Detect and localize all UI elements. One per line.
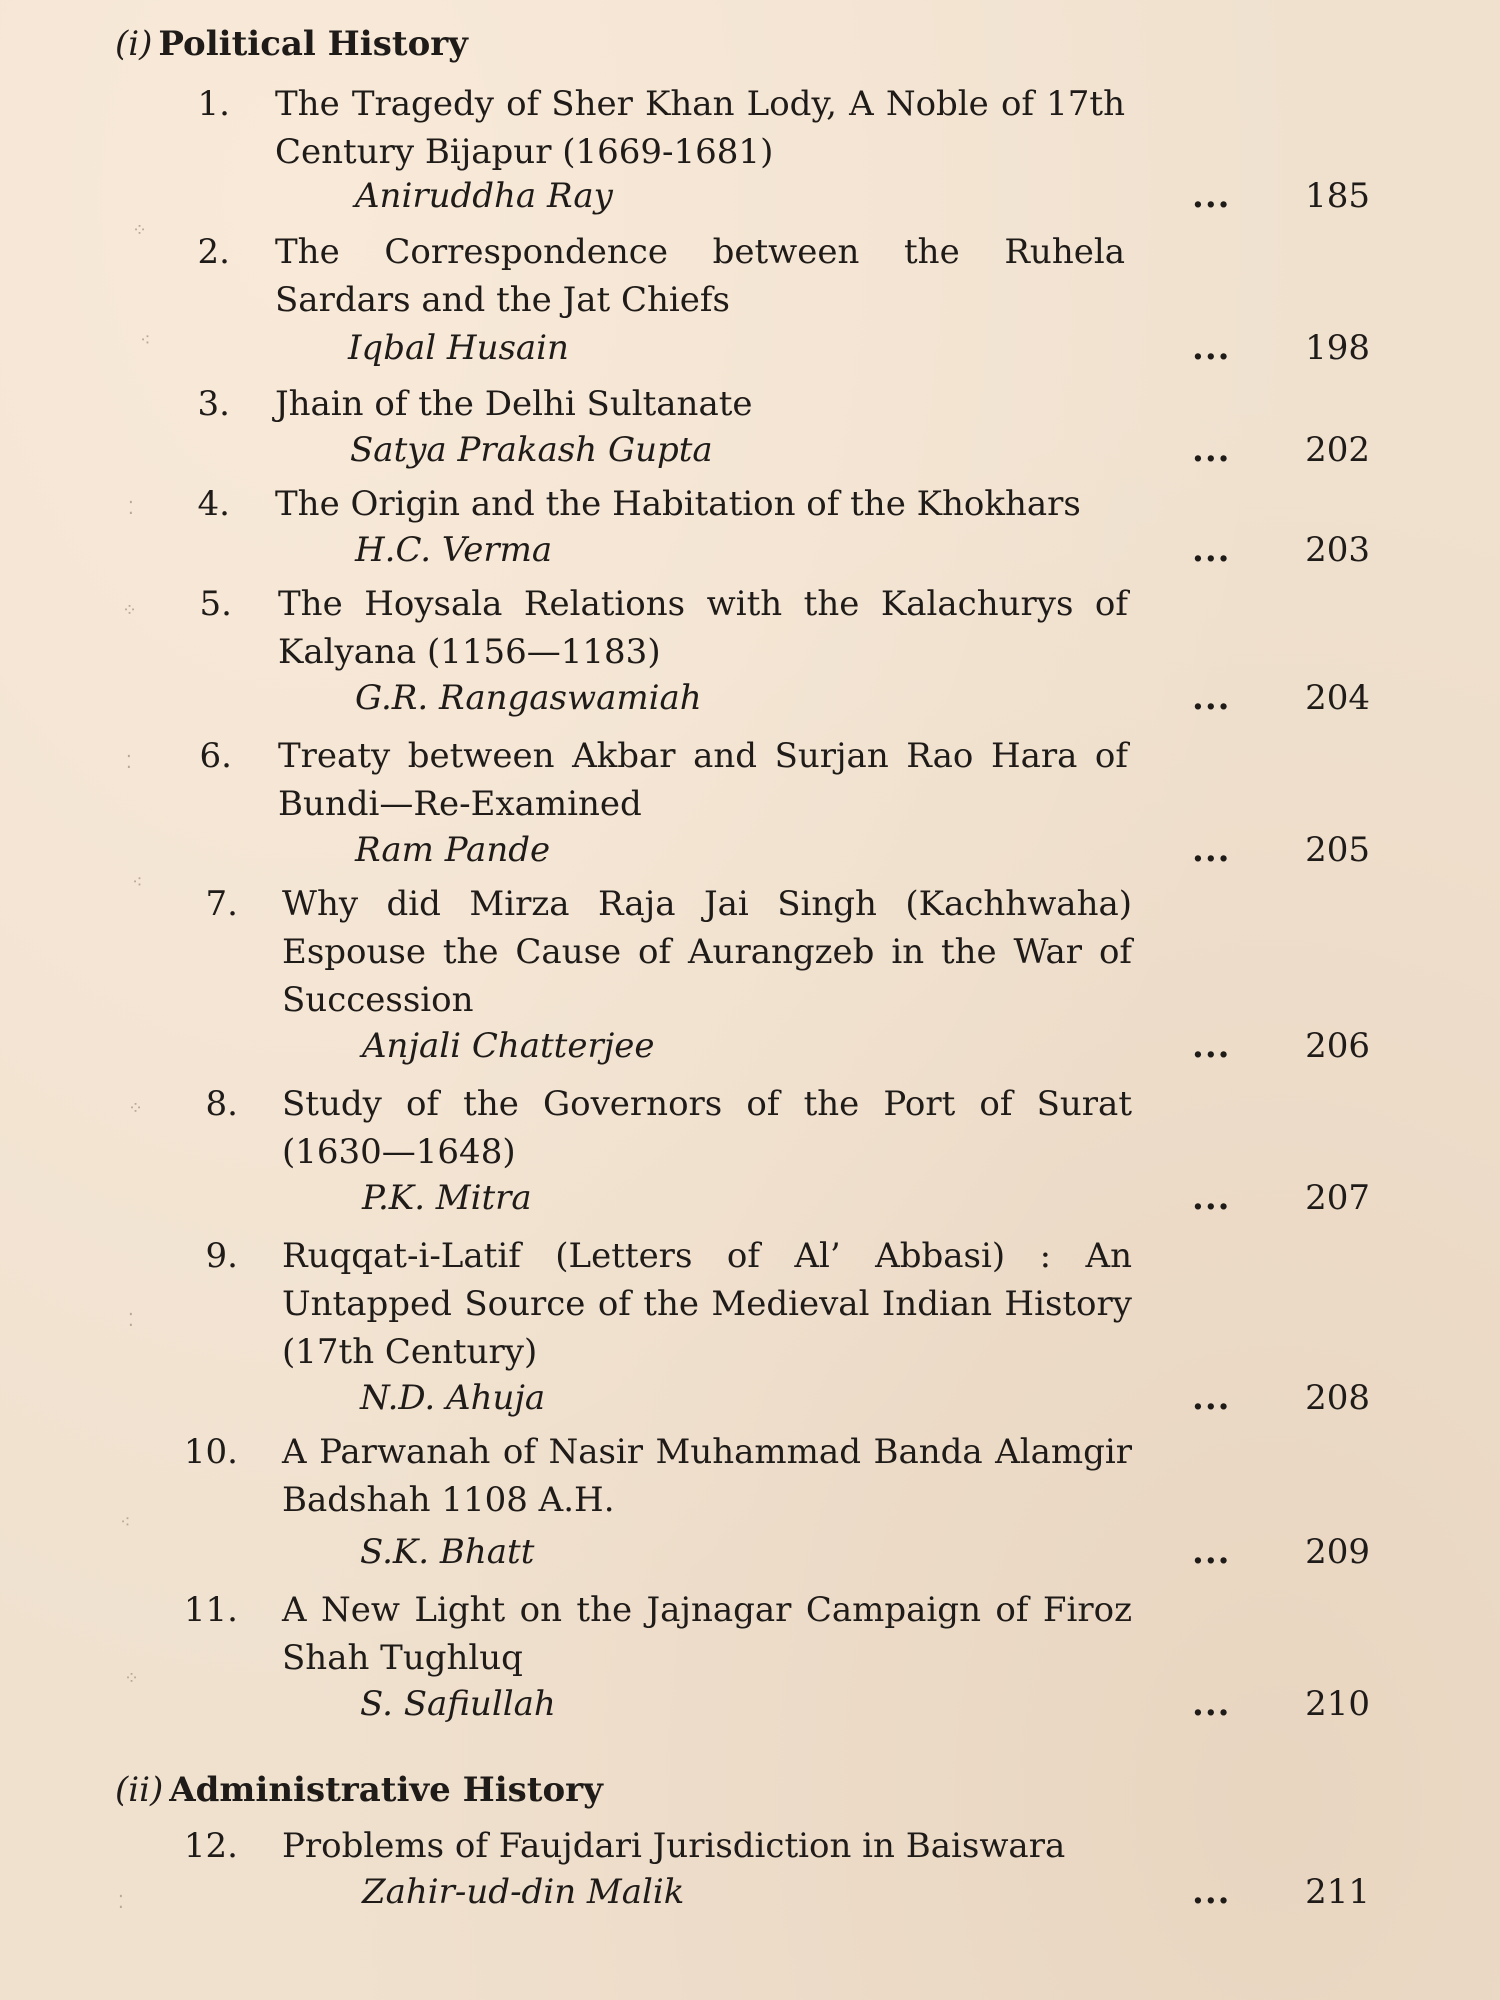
page-number: 185 bbox=[1305, 176, 1370, 216]
leader-dots: ... bbox=[1192, 328, 1231, 368]
author-row bbox=[0, 1680, 1500, 1728]
leader-dots: ... bbox=[1192, 678, 1231, 718]
page-number: 206 bbox=[1305, 1026, 1370, 1066]
entry-title: The Tragedy of Sher Khan Lody, A Noble of 17th Century Bijapur (1669-1681) bbox=[275, 84, 1125, 172]
author-row bbox=[0, 1868, 1500, 1916]
leader-dots: ... bbox=[1192, 1026, 1231, 1066]
page-number: 204 bbox=[1305, 678, 1370, 718]
paper-speck: ⁚ bbox=[126, 752, 132, 773]
page-number: 203 bbox=[1305, 530, 1370, 570]
author-row bbox=[0, 1022, 1500, 1070]
entry-number: 1. bbox=[197, 84, 230, 124]
entry-author: H.C. Verma bbox=[355, 530, 553, 570]
entry-number: 8. bbox=[205, 1084, 238, 1124]
page-number: 207 bbox=[1305, 1178, 1370, 1218]
leader-dots: ... bbox=[1192, 530, 1231, 570]
leader-dots: ... bbox=[1192, 830, 1231, 870]
author-row bbox=[0, 1528, 1500, 1576]
paper-speck: ⁖ bbox=[132, 872, 143, 893]
page-number: 208 bbox=[1305, 1378, 1370, 1418]
entry-author: Zahir-ud-din Malik bbox=[362, 1872, 685, 1912]
entry-author: N.D. Ahuja bbox=[360, 1378, 546, 1418]
paper-speck: ⁘ bbox=[132, 220, 148, 241]
entry-number: 7. bbox=[205, 884, 238, 924]
page-number: 198 bbox=[1305, 328, 1370, 368]
paper-speck: ⁚ bbox=[128, 1310, 134, 1331]
entry-title: A Parwanah of Nasir Muhammad Banda Alamgir Badshah 1108 A.H. bbox=[282, 1432, 1132, 1520]
entry-title: The Origin and the Habitation of the Khokhars bbox=[275, 484, 1081, 524]
section-number: (i) bbox=[115, 24, 153, 64]
author-row bbox=[0, 426, 1500, 474]
author-row bbox=[0, 674, 1500, 722]
entry-number: 12. bbox=[183, 1826, 238, 1866]
entry-title: The Correspondence between the Ruhela Sardars and the Jat Chiefs bbox=[275, 232, 1125, 320]
entry-author: S. Safiullah bbox=[360, 1684, 556, 1724]
paper-speck: ⁘ bbox=[128, 1098, 144, 1119]
entry-number: 4. bbox=[197, 484, 230, 524]
entry-title: Jhain of the Delhi Sultanate bbox=[275, 384, 753, 424]
paper-speck: ⁖ bbox=[120, 1512, 131, 1533]
entry-author: Ram Pande bbox=[355, 830, 551, 870]
paper-speck: ⁖ bbox=[140, 330, 151, 351]
entry-number: 6. bbox=[199, 736, 232, 776]
entry-number: 10. bbox=[183, 1432, 238, 1472]
entry-author: G.R. Rangaswamiah bbox=[355, 678, 702, 718]
entry-author: Anjali Chatterjee bbox=[362, 1026, 655, 1066]
section-number: (ii) bbox=[115, 1770, 164, 1810]
entry-title: Treaty between Akbar and Surjan Rao Hara of Bundi—Re-Examined bbox=[278, 736, 1128, 824]
entry-title: Problems of Faujdari Jurisdiction in Baiswara bbox=[282, 1826, 1066, 1866]
entry-author: Satya Prakash Gupta bbox=[350, 430, 713, 470]
page-number: 210 bbox=[1305, 1684, 1370, 1724]
entry-author: Iqbal Husain bbox=[348, 328, 569, 368]
author-row bbox=[0, 324, 1500, 372]
leader-dots: ... bbox=[1192, 430, 1231, 470]
entry-number: 5. bbox=[199, 584, 232, 624]
leader-dots: ... bbox=[1192, 1532, 1231, 1572]
leader-dots: ... bbox=[1192, 1178, 1231, 1218]
entry-title: The Hoysala Relations with the Kalachurys of Kalyana (1156—1183) bbox=[278, 584, 1128, 672]
entry-number: 11. bbox=[183, 1590, 238, 1630]
section-title: Political History bbox=[158, 24, 468, 64]
entry-author: P.K. Mitra bbox=[362, 1178, 532, 1218]
entry-title: A New Light on the Jajnagar Campaign of Firoz Shah Tughluq bbox=[282, 1590, 1132, 1678]
leader-dots: ... bbox=[1192, 1378, 1231, 1418]
page-number: 211 bbox=[1305, 1872, 1370, 1912]
paper-speck: ⁚ bbox=[128, 498, 134, 519]
leader-dots: ... bbox=[1192, 1872, 1231, 1912]
page-number: 205 bbox=[1305, 830, 1370, 870]
paper-speck: ⁚ bbox=[118, 1892, 124, 1913]
entry-title: Why did Mirza Raja Jai Singh (Kachhwaha) Espouse the Cause of Aurangzeb in the War of Succession bbox=[282, 884, 1132, 1020]
author-row bbox=[0, 1174, 1500, 1222]
entry-author: Aniruddha Ray bbox=[355, 176, 613, 216]
author-row bbox=[0, 1374, 1500, 1422]
section-heading-political bbox=[115, 22, 468, 66]
entry-title: Ruqqat-i-Latif (Letters of Al’ Abbasi) : An Untapped Source of the Medieval Indian History (17th Century) bbox=[282, 1236, 1132, 1372]
author-row bbox=[0, 172, 1500, 220]
entry-author: S.K. Bhatt bbox=[360, 1532, 535, 1572]
paper-speck: ⁘ bbox=[124, 1668, 140, 1689]
page-number: 209 bbox=[1305, 1532, 1370, 1572]
page-number: 202 bbox=[1305, 430, 1370, 470]
entry-title: Study of the Governors of the Port of Surat (1630—1648) bbox=[282, 1084, 1132, 1172]
leader-dots: ... bbox=[1192, 1684, 1231, 1724]
section-heading-administrative bbox=[115, 1768, 603, 1812]
author-row bbox=[0, 826, 1500, 874]
entry-number: 2. bbox=[197, 232, 230, 272]
leader-dots: ... bbox=[1192, 176, 1231, 216]
paper-speck: ⁘ bbox=[122, 600, 138, 621]
author-row bbox=[0, 526, 1500, 574]
entry-number: 3. bbox=[197, 384, 230, 424]
section-title: Administrative History bbox=[169, 1770, 603, 1810]
entry-number: 9. bbox=[205, 1236, 238, 1276]
